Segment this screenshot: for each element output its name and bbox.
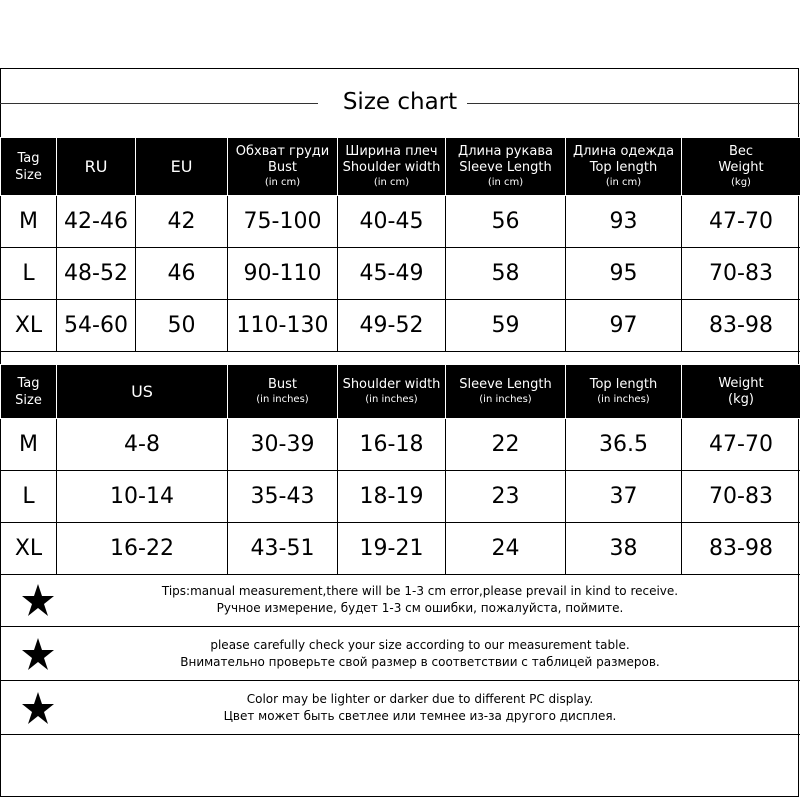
cell-shoulder: 18-19	[338, 471, 446, 523]
tip-row-1	[0, 575, 800, 627]
cell-weight: 83-98	[682, 300, 800, 352]
table-row	[1, 471, 800, 523]
cell-sleeve: 58	[446, 248, 566, 300]
cell-sleeve: 56	[446, 196, 566, 248]
cell-bust: 43-51	[228, 523, 338, 575]
size-table-cm	[0, 137, 800, 352]
cell-us: 4-8	[57, 419, 228, 471]
cell-shoulder: 40-45	[338, 196, 446, 248]
header-weight: Weight (kg)	[682, 365, 800, 419]
cell-bust: 90-110	[228, 248, 338, 300]
cell-size: L	[1, 471, 57, 523]
cell-top: 97	[566, 300, 682, 352]
header-shoulder: Ширина плеч Shoulder width (in cm)	[338, 138, 446, 196]
cell-weight: 83-98	[682, 523, 800, 575]
cell-size: XL	[1, 523, 57, 575]
cell-shoulder: 16-18	[338, 419, 446, 471]
cell-eu: 46	[136, 248, 228, 300]
tip-text-2: please carefully check your size according to our measurement table. Внимательно проверьте свой размер в соответствии с таблицей размеров.	[180, 638, 660, 669]
header-top-length: Top length (in inches)	[566, 365, 682, 419]
header-bust: Bust (in inches)	[228, 365, 338, 419]
header-ru: RU	[57, 138, 136, 196]
table-row	[1, 196, 800, 248]
star-icon	[21, 583, 55, 617]
header-sleeve: Sleeve Length (in inches)	[446, 365, 566, 419]
header-bust: Обхват груди Bust (in cm)	[228, 138, 338, 196]
cell-bust: 110-130	[228, 300, 338, 352]
cell-ru: 54-60	[57, 300, 136, 352]
cell-size: M	[1, 419, 57, 471]
header-tag-size: Tag Size	[1, 138, 57, 196]
size-table-inches	[0, 364, 800, 575]
title-divider-right	[467, 103, 800, 104]
cell-weight: 70-83	[682, 248, 800, 300]
cell-ru: 48-52	[57, 248, 136, 300]
cell-ru: 42-46	[57, 196, 136, 248]
cell-sleeve: 23	[446, 471, 566, 523]
cell-top: 37	[566, 471, 682, 523]
cell-top: 93	[566, 196, 682, 248]
cell-top: 95	[566, 248, 682, 300]
tip-text-1: Tips:manual measurement,there will be 1-3 cm error,please prevail in kind to receive. Ручное измерение, будет 1-3 см ошибки, пожалуйста, поймите.	[161, 584, 679, 615]
cell-eu: 50	[136, 300, 228, 352]
cell-weight: 70-83	[682, 471, 800, 523]
cell-shoulder: 45-49	[338, 248, 446, 300]
page-title: Size chart	[342, 89, 458, 115]
cell-us: 10-14	[57, 471, 228, 523]
header-weight: Вес Weight (kg)	[682, 138, 800, 196]
table-row	[1, 419, 800, 471]
title-divider-left	[0, 103, 318, 104]
cell-shoulder: 49-52	[338, 300, 446, 352]
cell-shoulder: 19-21	[338, 523, 446, 575]
star-icon	[21, 637, 55, 671]
header-tag-size: Tag Size	[1, 365, 57, 419]
header-top-length: Длина одежда Top length (in cm)	[566, 138, 682, 196]
cell-weight: 47-70	[682, 419, 800, 471]
cell-size: XL	[1, 300, 57, 352]
header-us: US	[57, 365, 228, 419]
cell-sleeve: 22	[446, 419, 566, 471]
tip-row-3	[0, 683, 800, 735]
cell-bust: 30-39	[228, 419, 338, 471]
cell-size: M	[1, 196, 57, 248]
cell-us: 16-22	[57, 523, 228, 575]
cell-top: 36.5	[566, 419, 682, 471]
header-sleeve: Длина рукава Sleeve Length (in cm)	[446, 138, 566, 196]
cell-sleeve: 24	[446, 523, 566, 575]
cell-size: L	[1, 248, 57, 300]
cell-bust: 35-43	[228, 471, 338, 523]
cell-sleeve: 59	[446, 300, 566, 352]
cell-weight: 47-70	[682, 196, 800, 248]
star-icon	[21, 691, 55, 725]
header-eu: EU	[136, 138, 228, 196]
tip-row-2	[0, 629, 800, 681]
cell-bust: 75-100	[228, 196, 338, 248]
cell-eu: 42	[136, 196, 228, 248]
table-row	[1, 248, 800, 300]
cell-top: 38	[566, 523, 682, 575]
table-row	[1, 523, 800, 575]
tip-text-3: Color may be lighter or darker due to different PC display. Цвет может быть светлее или темнее из-за другого дисплея.	[223, 692, 617, 723]
header-shoulder: Shoulder width (in inches)	[338, 365, 446, 419]
table-row	[1, 300, 800, 352]
